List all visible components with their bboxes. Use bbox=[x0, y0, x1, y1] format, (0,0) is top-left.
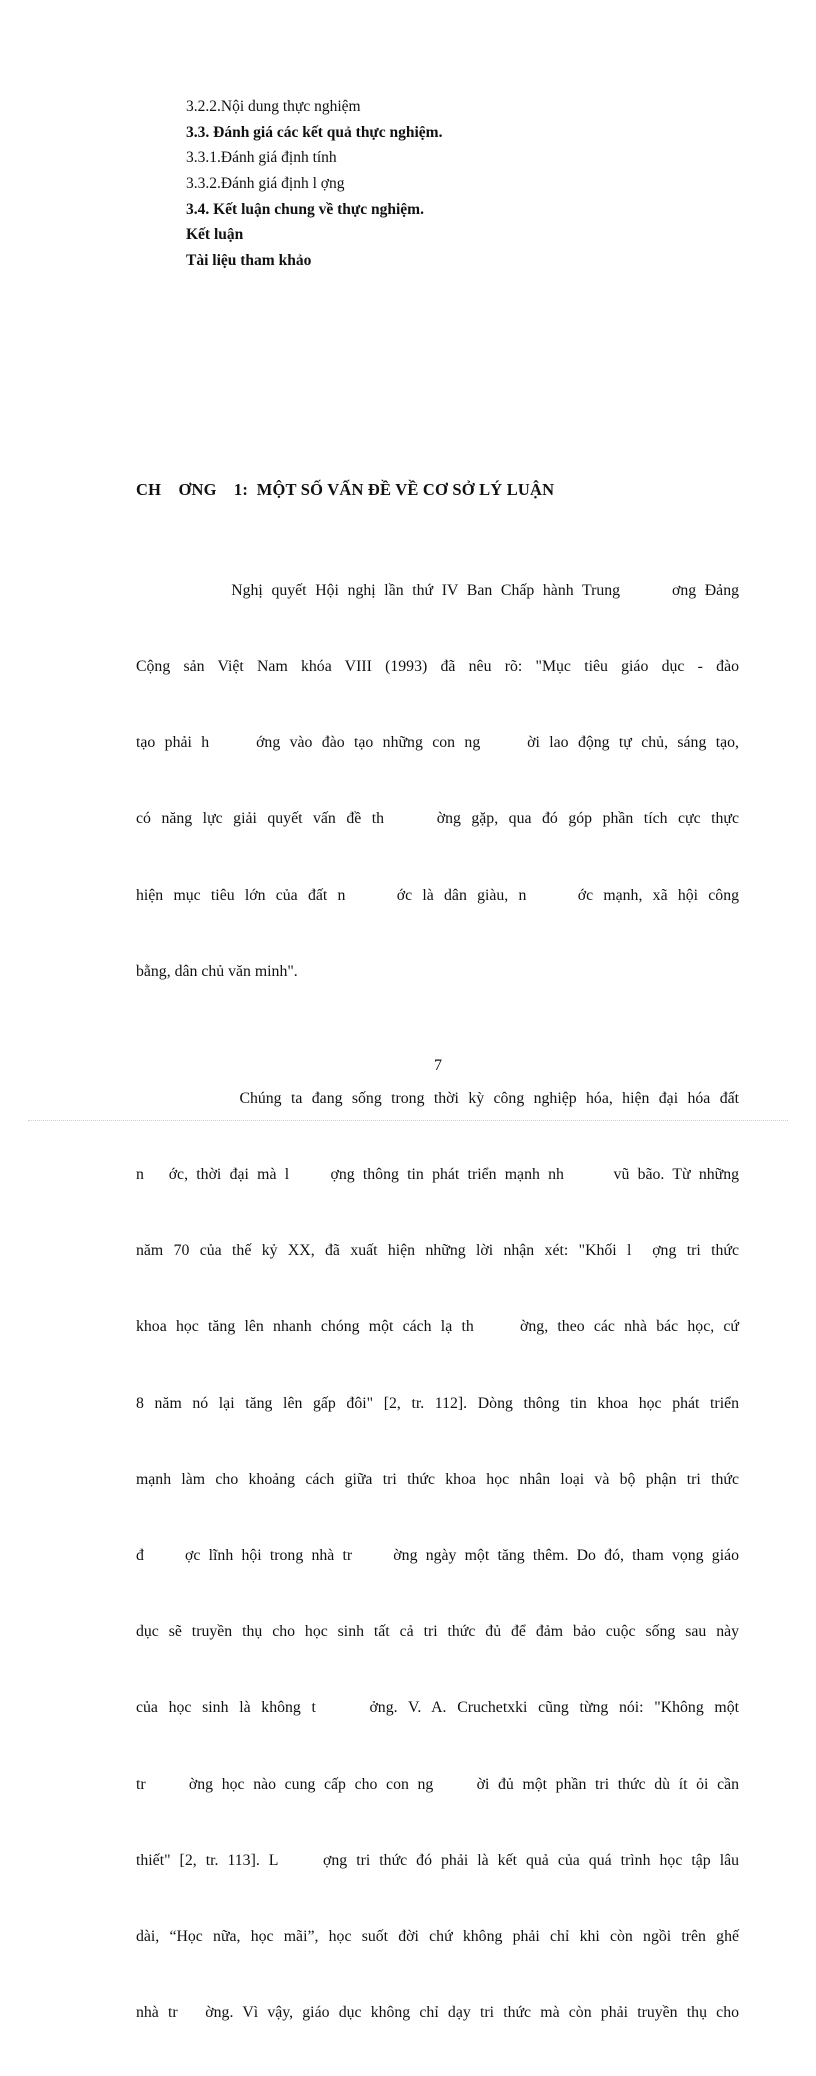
toc-item: Tài liệu tham khảo bbox=[186, 252, 312, 270]
text-line: tạo phải h ớng vào đào tạo những con ng ời lao động tự chủ, sáng tạo, bbox=[136, 734, 739, 752]
text-line: dục sẽ truyền thụ cho học sinh tất cả tri thức đủ để đảm bảo cuộc sống sau này bbox=[136, 1623, 739, 1641]
text-line: hiện mục tiêu lớn của đất n ớc là dân giàu, n ớc mạnh, xã hội công bbox=[136, 886, 739, 904]
text-line: bằng, dân chủ văn minh". bbox=[136, 962, 298, 980]
table-of-contents bbox=[186, 94, 442, 274]
text-line: có năng lực giải quyết vấn đề th ờng gặp, qua đó góp phần tích cực thực bbox=[136, 810, 739, 828]
text-line: mạnh làm cho khoảng cách giữa tri thức khoa học nhân loại và bộ phận tri thức bbox=[136, 1470, 739, 1488]
body-text bbox=[136, 527, 739, 2076]
page-number: 7 bbox=[434, 1057, 442, 1074]
text-line: tr ờng học nào cung cấp cho con ng ời đủ một phần tri thức dù ít ỏi cần bbox=[136, 1775, 739, 1793]
toc-item: 3.2.2.Nội dung thực nghiệm bbox=[186, 98, 361, 115]
text-line: Nghị quyết Hội nghị lần thứ IV Ban Chấp hành Trung ơng Đảng bbox=[136, 581, 739, 599]
page-bottom-rule bbox=[28, 1120, 788, 1121]
chapter-heading: CH ƠNG 1: MỘT SỐ VẤN ĐỀ VỀ CƠ SỞ LÝ LUẬN bbox=[136, 480, 555, 499]
text-line: n ớc, thời đại mà l ợng thông tin phát triển mạnh nh vũ bão. Từ những bbox=[136, 1166, 739, 1184]
text-line: năm 70 của thế kỷ XX, đã xuất hiện những lời nhận xét: "Khối l ợng tri thức bbox=[136, 1242, 739, 1260]
toc-item: Kết luận bbox=[186, 226, 244, 244]
paragraph-2 bbox=[136, 1035, 739, 2076]
toc-item: 3.3.2.Đánh giá định l ợng bbox=[186, 175, 345, 193]
paragraph-1 bbox=[136, 527, 739, 1035]
text-line: của học sinh là không t ởng. V. A. Cruchetxki cũng từng nói: "Không một bbox=[136, 1699, 739, 1717]
text-line: 8 năm nó lại tăng lên gấp đôi" [2, tr. 112]. Dòng thông tin khoa học phát triển bbox=[136, 1394, 739, 1412]
text-line: Cộng sản Việt Nam khóa VIII (1993) đã nêu rõ: "Mục tiêu giáo dục - đào bbox=[136, 658, 739, 676]
toc-item: 3.3.1.Đánh giá định tính bbox=[186, 149, 337, 167]
text-line: đ ợc lĩnh hội trong nhà tr ờng ngày một tăng thêm. Do đó, tham vọng giáo bbox=[136, 1547, 739, 1565]
text-line: Chúng ta đang sống trong thời kỳ công nghiệp hóa, hiện đại hóa đất bbox=[136, 1089, 739, 1107]
toc-item: 3.3. Đánh giá các kết quả thực nghiệm. bbox=[186, 123, 443, 141]
text-line: nhà tr ờng. Vì vậy, giáo dục không chỉ dạy tri thức mà còn phải truyền thụ cho bbox=[136, 2004, 739, 2022]
toc-item: 3.4. Kết luận chung về thực nghiệm. bbox=[186, 200, 424, 218]
text-line: thiết" [2, tr. 113]. L ợng tri thức đó phải là kết quả của quá trình học tập lâu bbox=[136, 1851, 739, 1869]
text-line: khoa học tăng lên nhanh chóng một cách lạ th ờng, theo các nhà bác học, cứ bbox=[136, 1318, 739, 1336]
text-line: dài, “Học nữa, học mãi”, học suốt đời chứ không phải chỉ khi còn ngồi trên ghế bbox=[136, 1928, 739, 1946]
